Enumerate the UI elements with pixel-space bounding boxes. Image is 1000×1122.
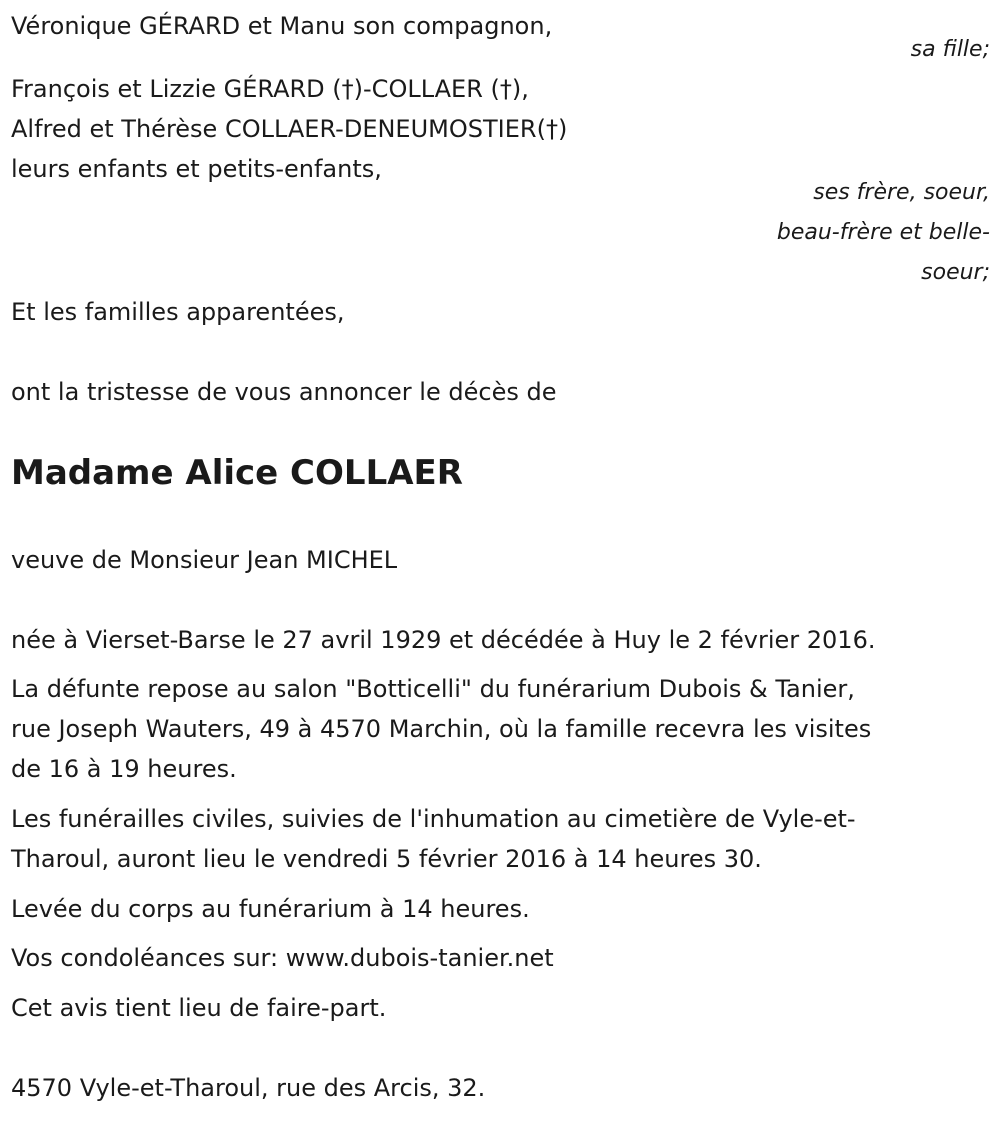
faire-part-text: Cet avis tient lieu de faire-part.	[11, 994, 387, 1022]
family-line-relatives: Et les familles apparentées,	[11, 298, 345, 326]
birth-death-text: née à Vierset-Barse le 27 avril 1929 et décédée à Huy le 2 février 2016.	[11, 626, 876, 654]
family-role-siblings-3: soeur;	[921, 260, 990, 285]
family-line-children: leurs enfants et petits-enfants,	[11, 155, 382, 183]
funeral-line-2: Tharoul, auront lieu le vendredi 5 février 2016 à 14 heures 30.	[11, 845, 762, 873]
deceased-name: Madame Alice COLLAER	[11, 453, 463, 493]
family-role-siblings-1: ses frère, soeur,	[813, 180, 990, 205]
family-line-daughter: Véronique GÉRARD et Manu son compagnon,	[11, 12, 553, 40]
levee-text: Levée du corps au funérarium à 14 heures.	[11, 895, 530, 923]
repose-line-3: de 16 à 19 heures.	[11, 755, 237, 783]
family-line-sister: Alfred et Thérèse COLLAER-DENEUMOSTIER(†)	[11, 115, 568, 143]
family-line-brother: François et Lizzie GÉRARD (†)-COLLAER (†),	[11, 75, 529, 103]
family-role-daughter: sa fille;	[910, 37, 990, 62]
repose-line-1: La défunte repose au salon "Botticelli" du funérarium Dubois & Tanier,	[11, 675, 855, 703]
condolences-text: Vos condoléances sur: www.dubois-tanier.net	[11, 944, 554, 972]
funeral-line-1: Les funérailles civiles, suivies de l'inhumation au cimetière de Vyle-et-	[11, 805, 856, 833]
announcement-text: ont la tristesse de vous annoncer le décès de	[11, 378, 557, 406]
repose-line-2: rue Joseph Wauters, 49 à 4570 Marchin, où la famille recevra les visites	[11, 715, 872, 743]
widow-of-text: veuve de Monsieur Jean MICHEL	[11, 546, 398, 574]
address-text: 4570 Vyle-et-Tharoul, rue des Arcis, 32.	[11, 1074, 486, 1102]
family-role-siblings-2: beau-frère et belle-	[776, 220, 990, 245]
